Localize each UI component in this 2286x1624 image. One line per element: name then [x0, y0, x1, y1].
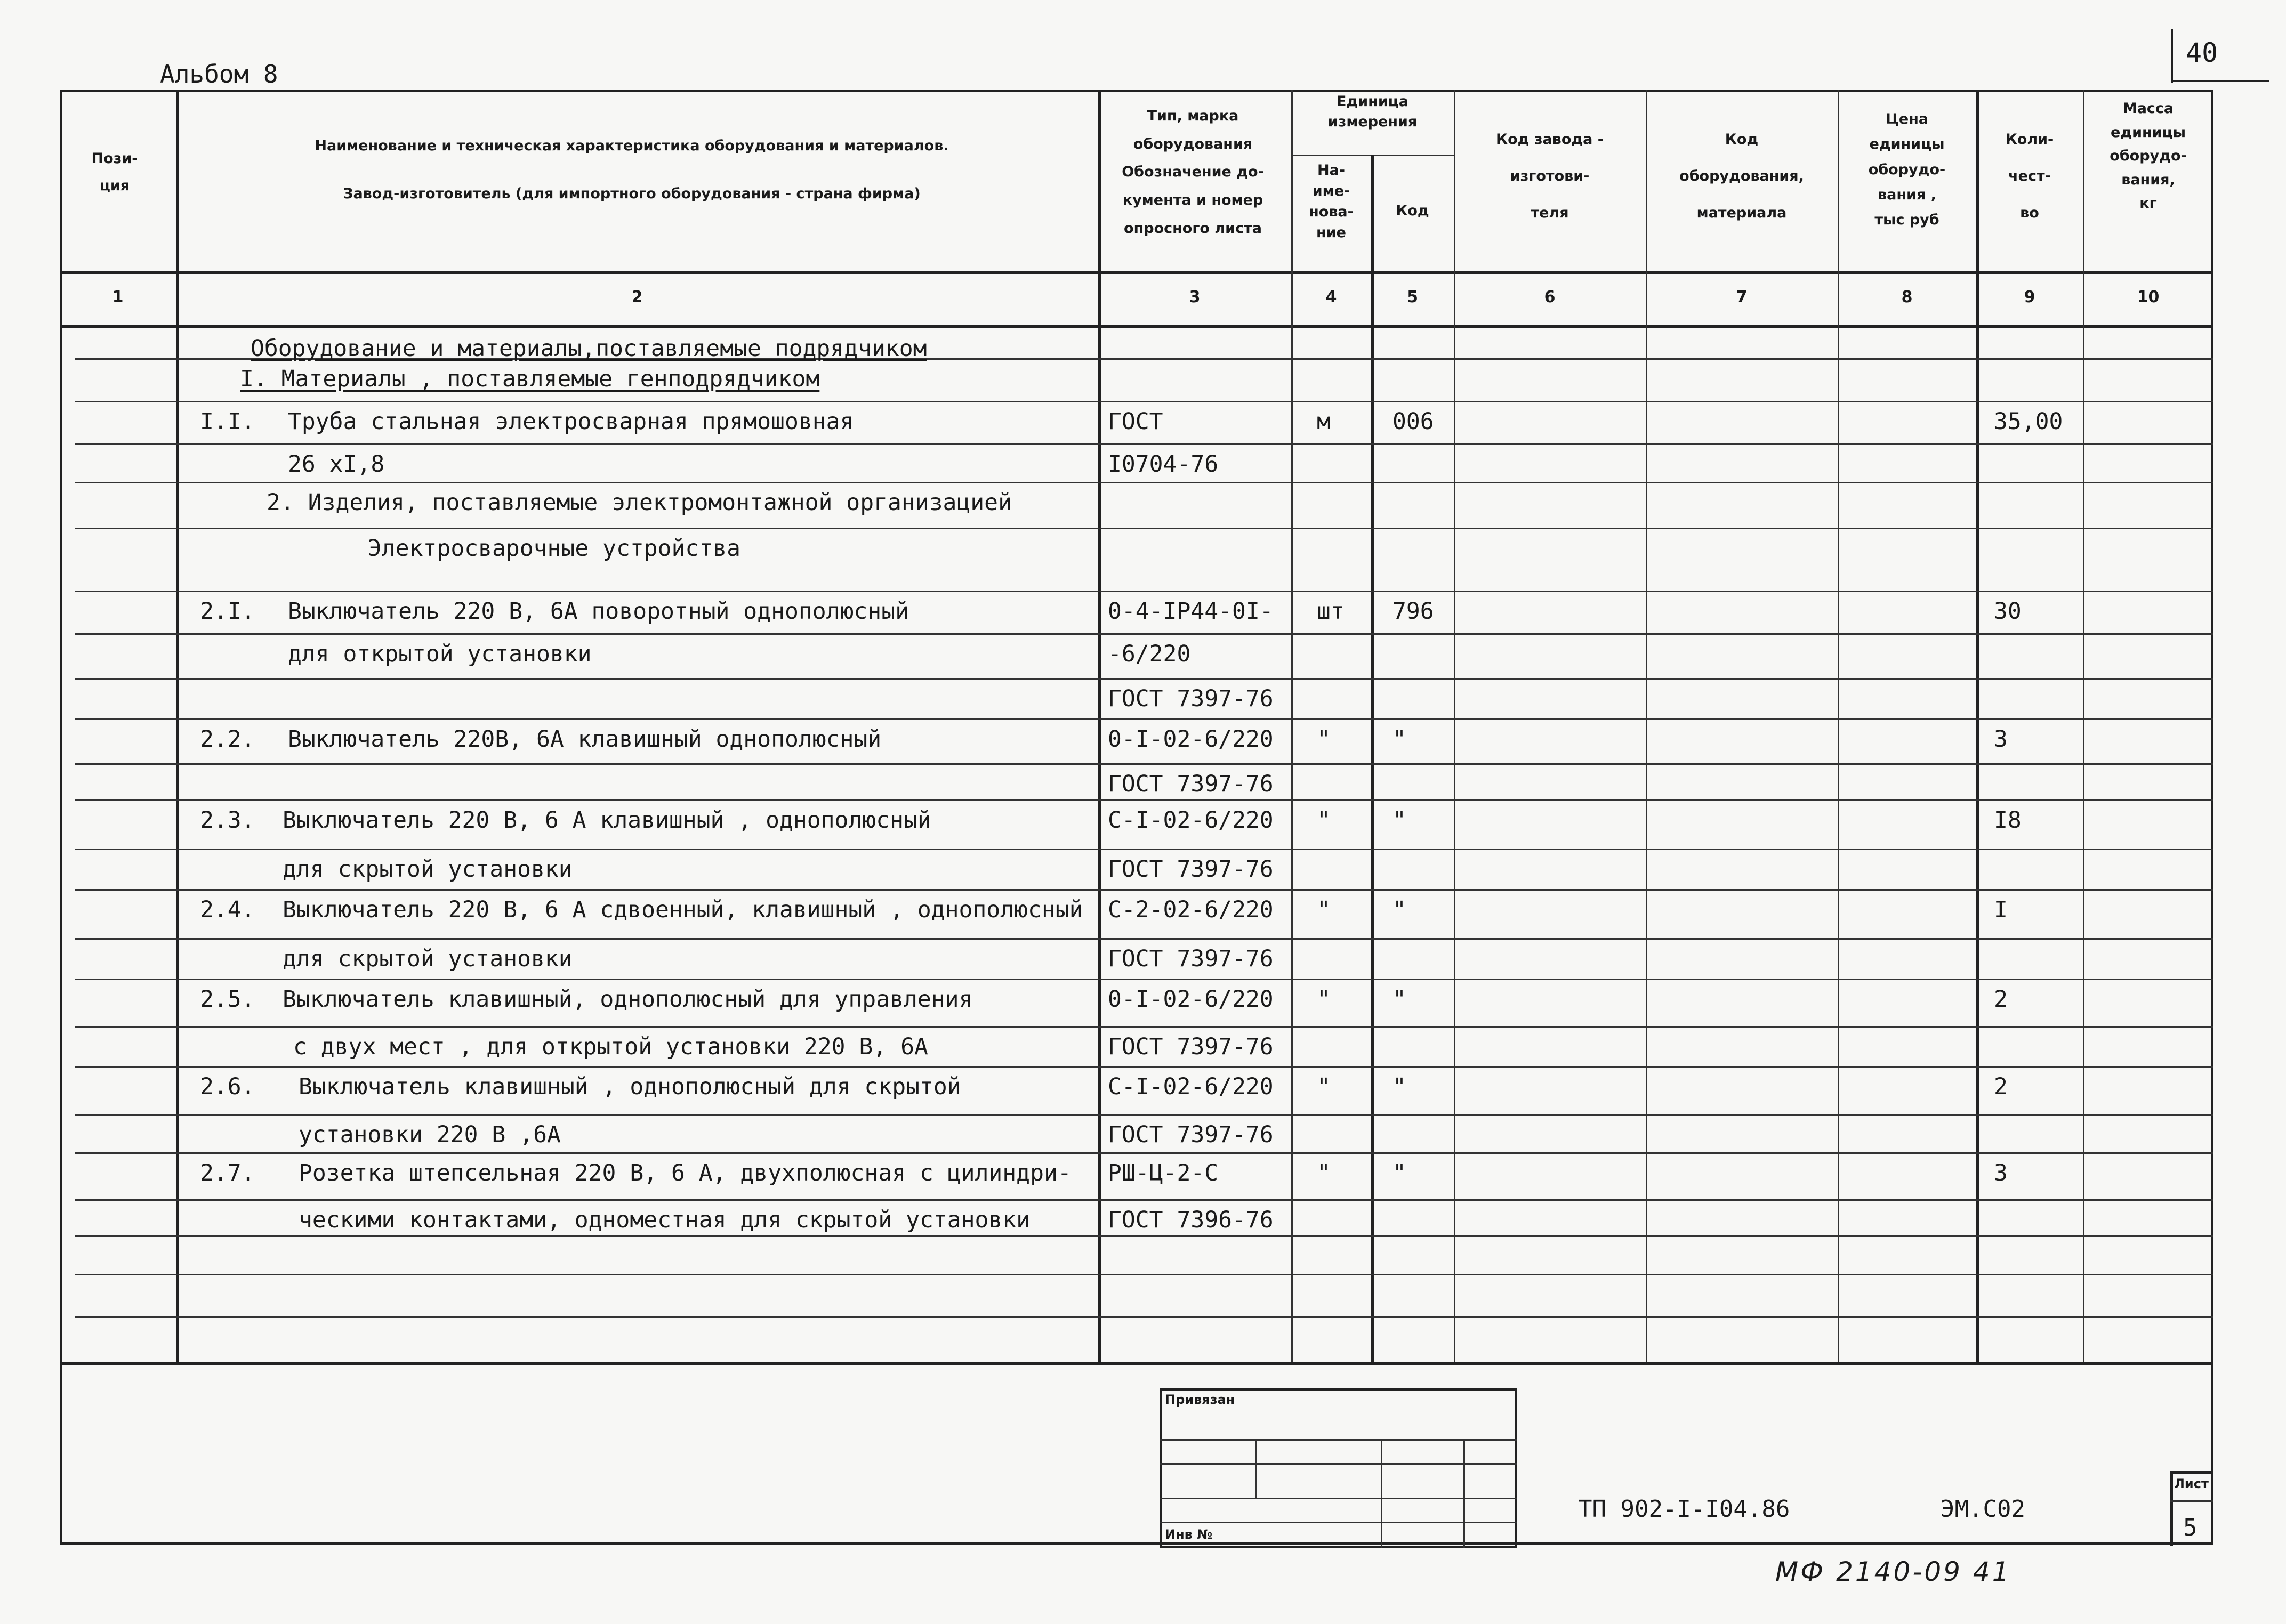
row-line: [75, 482, 2213, 483]
row-line: [75, 1316, 2213, 1318]
row-name: 2. Изделия, поставляемые электромонтажной организацией: [267, 489, 1012, 516]
column-line: [1291, 90, 1293, 1362]
row-name: Труба стальная электросварная прямошовная: [288, 408, 854, 435]
column-number: 1: [112, 288, 124, 306]
row-type-mark: ГОСТ: [1108, 408, 1163, 435]
row-name: установки 220 В ,6А: [299, 1121, 561, 1148]
row-line: [75, 443, 2213, 445]
row-quantity: 3: [1994, 726, 2008, 753]
row-name: Выключатель 220В, 6А клавишный однополюсный: [288, 726, 882, 753]
header-col8: Цена единицы оборудо- вания , тыс руб: [1868, 111, 1946, 228]
row-position: 2.7.: [200, 1160, 255, 1186]
column-number: 4: [1325, 288, 1337, 306]
header-col10: Масса единицы оборудо- вания, кг: [2110, 100, 2187, 212]
row-unit-name: шт: [1317, 598, 1345, 625]
row-position: 2.2.: [200, 726, 255, 753]
stamp-doc-mark: ЭМ.С02: [1941, 1496, 2025, 1523]
stamp-doc-code: ТП 902-I-I04.86: [1578, 1496, 1790, 1523]
row-line: [75, 528, 2213, 529]
header-col2-line2: Завод-изготовитель (для импортного оборудования - страна фирма): [343, 185, 921, 202]
header-col7: Код оборудования, материала: [1679, 131, 1804, 221]
row-unit-name: ": [1317, 807, 1331, 834]
row-name: Выключатель 220 В, 6 А сдвоенный, клавишный , однополюсный: [283, 896, 1083, 923]
row-type-mark: I0704-76: [1108, 451, 1219, 478]
column-line: [176, 90, 179, 1362]
row-name: Выключатель 220 В, 6 А клавишный , однополюсный: [283, 807, 931, 834]
row-position: 2.4.: [200, 896, 255, 923]
column-number: 5: [1407, 288, 1418, 306]
row-quantity: 2: [1994, 1073, 2008, 1100]
stamp-vline: [1463, 1439, 1465, 1548]
row-type-mark: С-2-02-6/220: [1108, 896, 1274, 923]
header-col1: Пози- ция: [91, 150, 138, 195]
column-line: [1454, 90, 1455, 1362]
header-col6: Код завода - изготови- теля: [1496, 131, 1604, 221]
row-unit-name: ": [1317, 1073, 1331, 1100]
colnum-bottom-line: [60, 325, 2213, 328]
row-line: [75, 849, 2213, 850]
row-line: [75, 1114, 2213, 1116]
column-number: 6: [1544, 288, 1556, 306]
row-name: Оборудование и материалы,поставляемые подрядчиком: [251, 335, 927, 362]
row-type-mark: С-I-02-6/220: [1108, 807, 1274, 834]
row-line: [75, 1274, 2213, 1275]
column-line: [1646, 90, 1647, 1362]
column-line: [1838, 90, 1839, 1362]
row-position: 2.6.: [200, 1073, 255, 1100]
row-type-mark: 0-I-02-6/220: [1108, 726, 1274, 753]
column-line: [1976, 90, 1979, 1362]
row-quantity: I: [1994, 896, 2008, 923]
row-line: [75, 979, 2213, 980]
sheet-box-top: [2170, 1471, 2213, 1474]
row-type-mark: ГОСТ 7397-76: [1108, 856, 1274, 883]
row-type-mark: РШ-Ц-2-С: [1108, 1160, 1219, 1186]
row-name: Выключатель 220 В, 6А поворотный однополюсный: [288, 598, 909, 625]
column-number: 10: [2137, 288, 2160, 306]
row-type-mark: 0-4-IP44-0I-: [1108, 598, 1274, 625]
column-number: 9: [2024, 288, 2035, 306]
row-name: Выключатель клавишный, однополюсный для управления: [283, 986, 973, 1013]
row-line: [75, 763, 2213, 765]
header-col9: Коли- чест- во: [2005, 131, 2054, 221]
row-unit-code: ": [1392, 1073, 1406, 1100]
row-name: Выключатель клавишный , однополюсный для скрытой: [299, 1073, 961, 1100]
row-quantity: I8: [1994, 807, 2022, 834]
stamp-linked-label: Привязан: [1165, 1392, 1235, 1407]
column-number: 8: [1901, 288, 1913, 306]
header-unit-group: Единица измерения: [1327, 93, 1418, 130]
row-type-mark: ГОСТ 7397-76: [1108, 1033, 1274, 1060]
sheet-label: Лист: [2174, 1476, 2209, 1491]
row-line: [75, 633, 2213, 635]
row-name: Электросварочные устройства: [368, 535, 740, 562]
sheet-box-divider: [2170, 1471, 2173, 1546]
row-type-mark: 0-I-02-6/220: [1108, 986, 1274, 1013]
stamp-vline: [1381, 1439, 1382, 1548]
row-line: [75, 678, 2213, 680]
row-unit-code: ": [1392, 807, 1406, 834]
row-name: с двух мест , для открытой установки 220 В, 6А: [293, 1033, 928, 1060]
header-bottom-line: [60, 271, 2213, 274]
page-number-rule: [2173, 80, 2269, 82]
row-position: I.I.: [200, 408, 255, 435]
row-line: [75, 799, 2213, 801]
page-number-bracket: [2171, 29, 2173, 83]
row-line: [75, 1199, 2213, 1201]
sheet-box-mid: [2170, 1500, 2213, 1502]
row-position: 2.5.: [200, 986, 255, 1013]
row-type-mark: ГОСТ 7397-76: [1108, 685, 1274, 712]
column-line: [1371, 155, 1374, 1362]
row-quantity: 30: [1994, 598, 2022, 625]
column-line: [2083, 90, 2084, 1362]
row-name: ческими контактами, одноместная для скрытой установки: [299, 1207, 1031, 1233]
row-name: Розетка штепсельная 220 В, 6 А, двухполюсная с цилиндри-: [299, 1160, 1072, 1186]
row-name: для скрытой установки: [283, 946, 573, 972]
header-col3: Тип, марка оборудования Обозначение до- кумента и номер опросного листа: [1122, 108, 1264, 237]
header-col4: На- име- нова- ние: [1309, 162, 1354, 241]
row-line: [75, 401, 2213, 402]
row-type-mark: -6/220: [1108, 641, 1191, 667]
row-type-mark: ГОСТ 7396-76: [1108, 1207, 1274, 1233]
row-quantity: 35,00: [1994, 408, 2063, 435]
row-type-mark: С-I-02-6/220: [1108, 1073, 1274, 1100]
row-type-mark: ГОСТ 7397-76: [1108, 946, 1274, 972]
row-unit-code: ": [1392, 726, 1406, 753]
column-number: 2: [631, 288, 643, 306]
row-position: 2.3.: [200, 807, 255, 834]
page-number: 40: [2186, 37, 2218, 68]
row-name: для открытой установки: [288, 641, 592, 667]
row-quantity: 3: [1994, 1160, 2008, 1186]
column-number: 7: [1736, 288, 1748, 306]
stamp-inv-label: Инв №: [1165, 1527, 1213, 1542]
row-name: I. Материалы , поставляемые генподрядчиком: [240, 366, 820, 392]
row-line: [75, 889, 2213, 891]
row-unit-name: ": [1317, 1160, 1331, 1186]
column-line: [1098, 90, 1101, 1362]
handwritten-note: МФ 2140-09 41: [1775, 1556, 2011, 1587]
row-unit-name: м: [1317, 408, 1331, 435]
row-unit-name: ": [1317, 896, 1331, 923]
stamp-vline: [1255, 1439, 1257, 1498]
header-col5: Код: [1396, 203, 1429, 219]
row-line: [75, 718, 2213, 720]
row-quantity: 2: [1994, 986, 2008, 1013]
row-line: [75, 1066, 2213, 1068]
row-name: для скрытой установки: [283, 856, 573, 883]
header-col2-line1: Наименование и техническая характеристика оборудования и материалов.: [315, 138, 949, 154]
row-line: [75, 1152, 2213, 1154]
row-unit-code: ": [1392, 986, 1406, 1013]
row-line: [75, 1235, 2213, 1237]
row-unit-code: ": [1392, 896, 1406, 923]
row-unit-code: 796: [1392, 598, 1434, 625]
row-unit-name: ": [1317, 986, 1331, 1013]
album-label: Альбом 8: [160, 60, 278, 88]
row-unit-name: ": [1317, 726, 1331, 753]
table-bottom-line: [60, 1362, 2213, 1365]
row-line: [75, 938, 2213, 940]
row-type-mark: ГОСТ 7397-76: [1108, 771, 1274, 797]
row-position: 2.I.: [200, 598, 255, 625]
row-type-mark: ГОСТ 7397-76: [1108, 1121, 1274, 1148]
row-line: [75, 591, 2213, 592]
row-name: 26 xI,8: [288, 451, 385, 478]
row-unit-code: ": [1392, 1160, 1406, 1186]
row-line: [75, 1026, 2213, 1028]
column-number: 3: [1189, 288, 1201, 306]
row-unit-code: 006: [1392, 408, 1434, 435]
sheet-number: 5: [2183, 1514, 2198, 1541]
